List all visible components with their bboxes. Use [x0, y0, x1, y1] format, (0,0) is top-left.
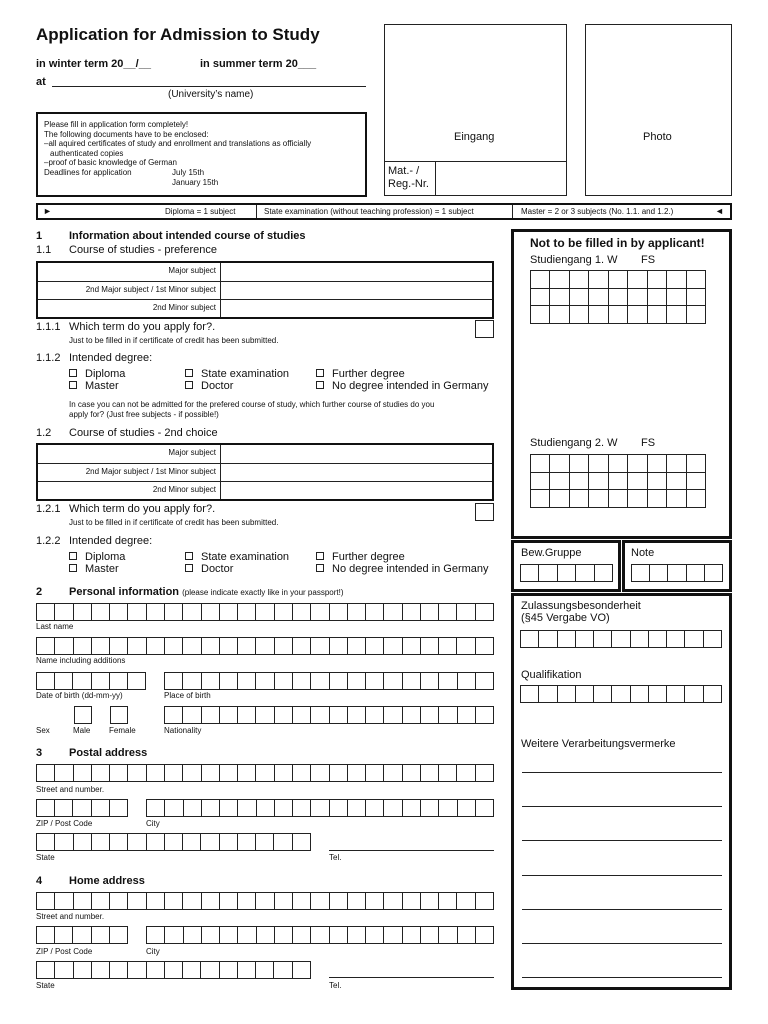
- processing-box: [511, 593, 732, 990]
- major-subject-input[interactable]: [221, 263, 492, 281]
- city-label: City: [146, 819, 160, 828]
- mat-label: Mat.- /: [388, 165, 420, 177]
- section-4-number: 4: [36, 875, 43, 887]
- fs-1-label: FS: [641, 254, 656, 266]
- winter-term-label: in winter term 20__/__: [36, 58, 151, 70]
- notes-line[interactable]: [522, 943, 722, 944]
- checkbox-icon[interactable]: [316, 564, 324, 572]
- arrow-right-icon: ►: [43, 206, 52, 216]
- section-1-1-1-number: 1.1.1: [36, 321, 61, 333]
- degree-further[interactable]: Further degree: [316, 368, 405, 380]
- photo-box: [585, 24, 732, 196]
- degree-diploma[interactable]: Diploma: [69, 551, 125, 563]
- second-minor-input[interactable]: [221, 300, 492, 317]
- notes-line[interactable]: [522, 977, 722, 978]
- second-minor-label: 2nd Minor subject: [38, 300, 221, 317]
- female-label: Female: [109, 726, 136, 735]
- university-input[interactable]: [52, 86, 366, 87]
- name-additions-label: Name including additions: [36, 656, 126, 665]
- section-1-2-2-number: 1.2.2: [36, 535, 61, 547]
- zip-label: ZIP / Post Code: [36, 819, 93, 828]
- street-label: Street and number.: [36, 912, 105, 921]
- section-1-2-number: 1.2: [36, 427, 52, 439]
- legend-state-exam: State examination (without teaching profession) = 1 subject: [264, 207, 474, 216]
- dob-cells[interactable]: [36, 672, 146, 690]
- non-admission-note: In case you can not be admitted for the prefered course of study, which further course of studies do you apply for? (Just free subjects - if possible!): [69, 400, 435, 419]
- legend-master: Master = 2 or 3 subjects (No. 1.1. and 1.2.): [521, 207, 674, 216]
- degree-doctor[interactable]: Doctor: [185, 563, 233, 575]
- section-1-1-title: Course of studies - preference: [69, 244, 217, 256]
- reg-label: Reg.-Nr.: [388, 178, 429, 190]
- degree-further[interactable]: Further degree: [316, 551, 405, 563]
- section-1-1-2-number: 1.1.2: [36, 352, 61, 364]
- section-1-title: Information about intended course of studies: [69, 230, 306, 242]
- section-1-2-2-title: Intended degree:: [69, 535, 153, 547]
- section-2-heading: Personal information (please indicate exactly like in your passport!): [69, 586, 344, 598]
- section-1-1-2-title: Intended degree:: [69, 352, 153, 364]
- degree-doctor[interactable]: Doctor: [185, 380, 233, 392]
- legend-divider: [256, 205, 257, 218]
- major-subject-label: Major subject: [38, 445, 221, 463]
- degree-none[interactable]: No degree intended in Germany: [316, 380, 489, 392]
- summer-term-label: in summer term 20___: [200, 58, 317, 70]
- second-major-input[interactable]: [221, 282, 492, 299]
- preference-subjects-table: [36, 261, 494, 319]
- checkbox-icon[interactable]: [316, 381, 324, 389]
- term-1-checkbox[interactable]: [475, 320, 494, 338]
- at-label: at: [36, 76, 46, 88]
- degree-none[interactable]: No degree intended in Germany: [316, 563, 489, 575]
- home-zip-cells[interactable]: [36, 926, 128, 944]
- legend-divider: [512, 205, 513, 218]
- postal-city-cells[interactable]: [146, 799, 494, 817]
- deadline-2: January 15th: [172, 177, 219, 187]
- zulassung-label-2: (§45 Vergabe VO): [521, 612, 610, 624]
- place-of-birth-label: Place of birth: [164, 691, 211, 700]
- state-label: State: [36, 853, 55, 862]
- male-label: Male: [73, 726, 91, 735]
- term-2-checkbox[interactable]: [475, 503, 494, 521]
- postal-zip-cells[interactable]: [36, 799, 128, 817]
- instruction-line: –all aquired certificates of study and enrollment and translations as officially: [44, 139, 312, 149]
- studiengang-2-grid[interactable]: [530, 454, 706, 508]
- studiengang-1-grid[interactable]: [530, 270, 706, 324]
- postal-street-cells[interactable]: [36, 764, 494, 782]
- studiengang-2-label: Studiengang 2. W: [530, 437, 618, 449]
- eingang-label: Eingang: [454, 131, 495, 143]
- second-major-label: 2nd Major subject / 1st Minor subject: [38, 282, 221, 299]
- checkbox-icon[interactable]: [185, 381, 193, 389]
- university-caption: (University’s name): [168, 89, 254, 100]
- instruction-line: –proof of basic knowledge of German: [44, 158, 177, 168]
- office-use-title: Not to be filled in by applicant!: [530, 236, 705, 250]
- home-tel-input[interactable]: [329, 977, 494, 978]
- degree-diploma[interactable]: Diploma: [69, 368, 125, 380]
- notes-line[interactable]: [522, 840, 722, 841]
- second-major-label: 2nd Major subject / 1st Minor subject: [38, 464, 221, 481]
- fs-2-label: FS: [641, 437, 656, 449]
- degree-master[interactable]: Master: [69, 563, 119, 575]
- checkbox-icon[interactable]: [185, 564, 193, 572]
- qualifikation-label: Qualifikation: [521, 669, 582, 681]
- major-subject-input[interactable]: [221, 445, 492, 463]
- postal-tel-input[interactable]: [329, 850, 494, 851]
- deadline-1: July 15th: [172, 167, 205, 177]
- second-choice-subjects-table: [36, 443, 494, 501]
- second-minor-input[interactable]: [221, 482, 492, 499]
- name-additions-cells[interactable]: [36, 637, 494, 655]
- home-city-cells[interactable]: [146, 926, 494, 944]
- city-label: City: [146, 947, 160, 956]
- checkbox-icon[interactable]: [69, 552, 77, 560]
- instruction-line: The following documents have to be enclosed:: [44, 129, 209, 139]
- instruction-line: Please fill in application form completely!: [44, 120, 189, 129]
- notes-line[interactable]: [522, 806, 722, 807]
- arrow-left-icon: ◄: [715, 206, 724, 216]
- section-2-number: 2: [36, 586, 43, 598]
- checkbox-icon[interactable]: [185, 369, 193, 377]
- deadlines-label: Deadlines for application: [44, 167, 132, 177]
- degree-state-exam[interactable]: State examination: [185, 551, 289, 563]
- sex-label: Sex: [36, 726, 50, 735]
- sex-male-checkbox[interactable]: [74, 706, 92, 724]
- checkbox-icon[interactable]: [185, 552, 193, 560]
- checkbox-icon[interactable]: [316, 552, 324, 560]
- last-name-label: Last name: [36, 622, 74, 631]
- studiengang-1-label: Studiengang 1. W: [530, 254, 618, 266]
- checkbox-icon[interactable]: [316, 369, 324, 377]
- last-name-cells[interactable]: [36, 603, 494, 621]
- weitere-label: Weitere Verarbeitungsvermerke: [521, 738, 676, 750]
- home-street-cells[interactable]: [36, 892, 494, 910]
- section-1-1-1-note: Just to be filled in if certificate of credit has been submitted.: [69, 336, 279, 345]
- nationality-cells[interactable]: [164, 706, 494, 724]
- home-state-cells[interactable]: [36, 961, 311, 979]
- section-3-number: 3: [36, 747, 43, 759]
- notes-line[interactable]: [522, 875, 722, 876]
- section-1-1-1-title: Which term do you apply for?.: [69, 321, 216, 333]
- section-4-title: Home address: [69, 875, 145, 887]
- major-subject-label: Major subject: [38, 263, 221, 281]
- nationality-label: Nationality: [164, 726, 202, 735]
- degree-state-exam[interactable]: State examination: [185, 368, 289, 380]
- qualifikation-cells[interactable]: [520, 685, 722, 703]
- photo-label: Photo: [643, 131, 672, 143]
- zip-label: ZIP / Post Code: [36, 947, 93, 956]
- tel-label: Tel.: [329, 853, 342, 862]
- notes-line[interactable]: [522, 772, 722, 773]
- tel-label: Tel.: [329, 981, 342, 990]
- checkbox-icon[interactable]: [69, 381, 77, 389]
- zulassung-cells[interactable]: [520, 630, 722, 648]
- bew-gruppe-label: Bew.Gruppe: [521, 547, 582, 559]
- page-title: Application for Admission to Study: [36, 25, 320, 44]
- instructions-box: [36, 112, 367, 197]
- postal-state-cells[interactable]: [36, 833, 311, 851]
- second-major-input[interactable]: [221, 464, 492, 481]
- section-1-number: 1: [36, 230, 43, 242]
- section-1-2-title: Course of studies - 2nd choice: [69, 427, 218, 439]
- legend-diploma: Diploma = 1 subject: [165, 207, 236, 216]
- instruction-line: authenticated copies: [50, 148, 124, 158]
- section-1-2-1-title: Which term do you apply for?.: [69, 503, 216, 515]
- street-label: Street and number.: [36, 785, 105, 794]
- section-1-1-number: 1.1: [36, 244, 52, 256]
- bew-gruppe-cells[interactable]: [520, 564, 613, 582]
- section-3-title: Postal address: [69, 747, 148, 759]
- state-label: State: [36, 981, 55, 990]
- sex-female-checkbox[interactable]: [110, 706, 128, 724]
- checkbox-icon[interactable]: [69, 564, 77, 572]
- zulassung-label-1: Zulassungsbesonderheit: [521, 600, 641, 612]
- checkbox-icon[interactable]: [69, 369, 77, 377]
- notes-line[interactable]: [522, 909, 722, 910]
- dob-label: Date of birth (dd-mm-yy): [36, 691, 123, 700]
- section-1-2-1-note: Just to be filled in if certificate of credit has been submitted.: [69, 518, 279, 527]
- degree-master[interactable]: Master: [69, 380, 119, 392]
- note-cells[interactable]: [631, 564, 723, 582]
- second-minor-label: 2nd Minor subject: [38, 482, 221, 499]
- place-of-birth-cells[interactable]: [164, 672, 494, 690]
- note-label: Note: [631, 547, 655, 559]
- section-1-2-1-number: 1.2.1: [36, 503, 61, 515]
